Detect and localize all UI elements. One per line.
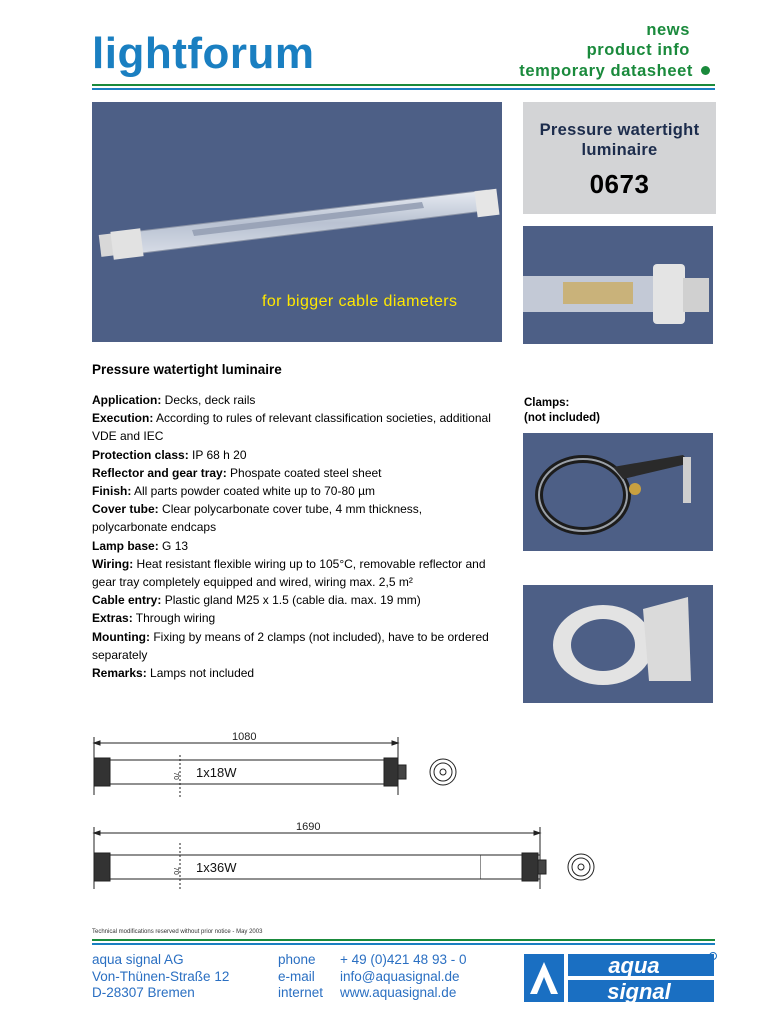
spec-reflector: Reflector and gear tray: Phospate coated steel sheet xyxy=(92,465,382,480)
spec-extras: Extras: Through wiring xyxy=(92,611,216,626)
endcap-image xyxy=(523,226,713,344)
spec-lamp-base: Lamp base: G 13 xyxy=(92,538,189,553)
spec-application: Application: Decks, deck rails xyxy=(92,393,256,407)
aqua-signal-logo xyxy=(524,952,718,1004)
product-number: 0673 xyxy=(589,169,650,199)
phone-number: + 49 (0)421 48 93 - 0 xyxy=(340,952,467,967)
tag-temporary-datasheet: temporary datasheet xyxy=(519,61,710,82)
drawing2-length: 1690 xyxy=(296,821,321,833)
spec-mounting: Mounting: Fixing by means of 2 clamps (not included), have to be ordered separately xyxy=(92,629,489,662)
tag-news: news xyxy=(646,21,690,39)
drawing1-length: 1080 xyxy=(232,731,257,743)
section-title: Pressure watertight luminaire xyxy=(92,362,282,377)
modification-note: Technical modifications reserved without prior notice - May 2003 xyxy=(92,929,263,935)
drawing2-height: 70 xyxy=(172,867,179,875)
clamp-photo-2 xyxy=(523,585,713,703)
spec-list xyxy=(92,391,492,682)
spec-finish: Finish: All parts powder coated white up to 70-80 µm xyxy=(92,484,376,499)
metal-clamp-image xyxy=(523,433,713,551)
technical-drawing-2-end xyxy=(480,725,620,900)
detail-photo xyxy=(523,226,713,344)
contact-values xyxy=(340,952,466,1002)
svg-text:signal: signal xyxy=(607,979,671,1004)
spec-cable-entry: Cable entry: Plastic gland M25 x 1.5 (cable dia. max. 19 mm) xyxy=(92,593,421,608)
footer-rule-green xyxy=(92,939,715,941)
spec-remarks: Remarks: Lamps not included xyxy=(92,666,255,681)
svg-text:aqua: aqua xyxy=(608,953,660,978)
company-address: aqua signal AG Von-Thünen-Straße 12 D-28307 Bremen xyxy=(92,952,230,1000)
spec-execution: Execution: According to rules of relevant classification societies, additional VDE and IEC xyxy=(92,411,491,444)
logo-icon xyxy=(524,952,718,1004)
spec-cover-tube: Cover tube: Clear polycarbonate cover tube, 4 mm thickness, polycarbonate endcaps xyxy=(92,502,423,535)
product-title-line1: Pressure watertight xyxy=(539,121,700,139)
product-title-box xyxy=(523,102,716,214)
contact-labels: phone e-mail internet xyxy=(278,952,324,1000)
drawing2-lamp: 1x36W xyxy=(196,860,237,875)
website-link[interactable]: www.aquasignal.de xyxy=(340,985,457,1000)
header-rule-green xyxy=(92,84,715,86)
drawing1-height: 70 xyxy=(172,772,179,780)
technical-drawings xyxy=(80,725,480,900)
clamp-photo-1 xyxy=(523,433,713,551)
header-rule-blue xyxy=(92,88,715,90)
email-link[interactable]: info@aquasignal.de xyxy=(340,968,460,984)
drawing1-lamp: 1x18W xyxy=(196,765,237,780)
brand-title: lightforum xyxy=(92,29,315,78)
spec-wiring: Wiring: Heat resistant flexible wiring up to 105°C, removable reflector and gear tray completely equipped and wired, wiring max. 2,5 m² xyxy=(92,556,486,590)
spec-protection-class: Protection class: IP 68 h 20 xyxy=(92,447,247,462)
plastic-clamp-image xyxy=(523,585,713,703)
bullet-dot-icon xyxy=(701,66,710,75)
product-title-line2: luminaire xyxy=(581,141,658,159)
tag-product-info: product info xyxy=(586,41,690,59)
footer-rule-blue xyxy=(92,943,715,945)
clamps-label: Clamps: (not included) xyxy=(524,397,601,424)
photo-caption: for bigger cable diameters xyxy=(262,293,458,310)
